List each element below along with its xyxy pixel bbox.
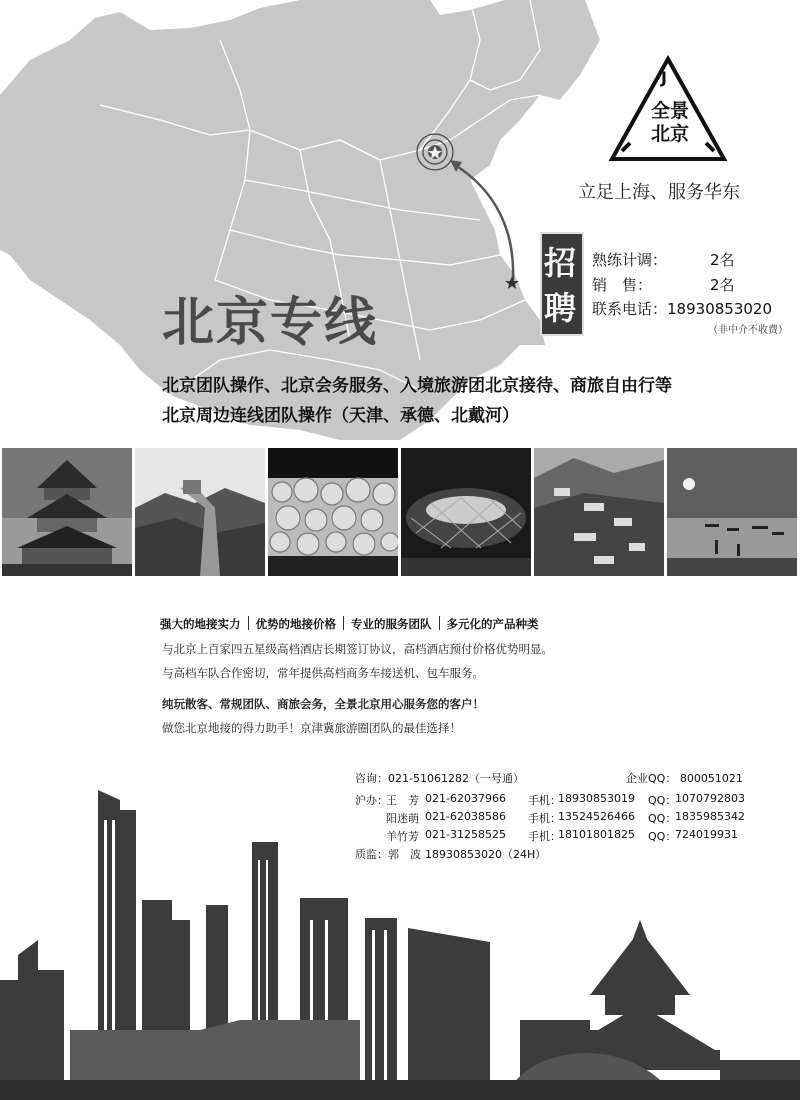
- feature-2: 优势的地接价格: [255, 617, 336, 631]
- office-label: 沪办：: [355, 794, 388, 807]
- corp-qq-label: 企业QQ：: [626, 772, 677, 785]
- staff-3-tel: 021-31258525: [425, 828, 506, 841]
- feature-divider: [248, 616, 249, 630]
- feature-4: 多元化的产品种类: [446, 617, 539, 631]
- job-label-2: 销 售：: [592, 276, 653, 294]
- staff-1-mobile-label: 手机：: [528, 794, 561, 807]
- qc-phone: 18930853020（24H）: [425, 848, 547, 861]
- qc-label: 质监：: [355, 848, 388, 861]
- staff-2-qq-label: QQ：: [648, 812, 677, 825]
- services-line-2: 北京周边连线团队操作（天津、承德、北戴河）: [162, 406, 519, 426]
- staff-3-qq-label: QQ：: [648, 830, 677, 843]
- feature-3: 专业的服务团队: [351, 617, 432, 631]
- feature-1: 强大的地接实力: [160, 617, 241, 631]
- recruit-phone-line: [592, 298, 772, 319]
- beijing-skyline: [0, 780, 800, 1100]
- slogan: 立足上海、服务华东: [578, 182, 740, 203]
- recruit-char-1: 招: [543, 244, 576, 282]
- recruit-note: （非中介不收费）: [708, 325, 788, 336]
- photo-beidaihe-beach: [667, 448, 797, 576]
- logo-line1: 全景: [650, 100, 689, 122]
- body-line-4: 做您北京地接的得力助手！京津冀旅游圈团队的最佳选择！: [162, 721, 461, 735]
- staff-1-mobile: 18930853019: [558, 792, 635, 805]
- staff-2-mobile-label: 手机：: [528, 812, 561, 825]
- staff-3-mobile: 18101801825: [558, 828, 635, 841]
- recruit-phone-label: 联系电话：: [592, 300, 668, 318]
- staff-1-name: 王 芳: [386, 794, 419, 807]
- corp-qq: 800051021: [679, 772, 743, 785]
- recruit-phone: 18930853020: [667, 300, 772, 318]
- photo-chengde-mountain-resort: [534, 448, 664, 576]
- hotline-label: 咨询：: [355, 772, 388, 785]
- staff-3-qq: 724019931: [675, 828, 738, 841]
- feature-divider: [343, 616, 344, 630]
- staff-1-qq-label: QQ：: [648, 794, 677, 807]
- qc-name: 郭 波: [388, 848, 421, 861]
- headline: 北京专线: [162, 293, 379, 353]
- job-count-2: 2名: [710, 276, 735, 294]
- services-line-1: 北京团队操作、北京会务服务、入境旅游团北京接待、商旅自由行等: [162, 376, 672, 396]
- logo-line2: 北京: [650, 123, 689, 145]
- staff-2-mobile: 13524526466: [558, 810, 635, 823]
- logo-text: [640, 100, 700, 146]
- staff-2-name: 阳迷萌: [386, 812, 419, 825]
- job-label-1: 熟练计调：: [592, 251, 668, 269]
- photo-water-cube: [268, 448, 398, 576]
- body-line-3: 纯玩散客、常规团队、商旅会务，全景北京用心服务您的客户！: [162, 697, 484, 711]
- body-line-1: 与北京上百家四五星级高档酒店长期签订协议，高档酒店预付价格优势明显。: [162, 642, 553, 656]
- staff-2-qq: 1835985342: [675, 810, 745, 823]
- staff-3-mobile-label: 手机：: [528, 830, 561, 843]
- body-line-2: 与高档车队合作密切，常年提供高档商务车接送机、包车服务。: [162, 666, 484, 680]
- feature-divider: [439, 616, 440, 630]
- hotline-number: 021-51061282（一号通）: [388, 772, 524, 785]
- photo-temple-of-heaven: [2, 448, 132, 576]
- staff-2-tel: 021-62038586: [425, 810, 506, 823]
- staff-1-tel: 021-62037966: [425, 792, 506, 805]
- staff-3-name: 羊竹芳: [386, 830, 419, 843]
- recruit-char-2: 聘: [543, 289, 576, 327]
- photo-great-wall: [135, 448, 265, 576]
- photo-birds-nest: [401, 448, 531, 576]
- job-count-1: 2名: [710, 251, 735, 269]
- logo-letter: J: [661, 68, 667, 87]
- staff-1-qq: 1070792803: [675, 792, 745, 805]
- feature-row: [160, 616, 539, 632]
